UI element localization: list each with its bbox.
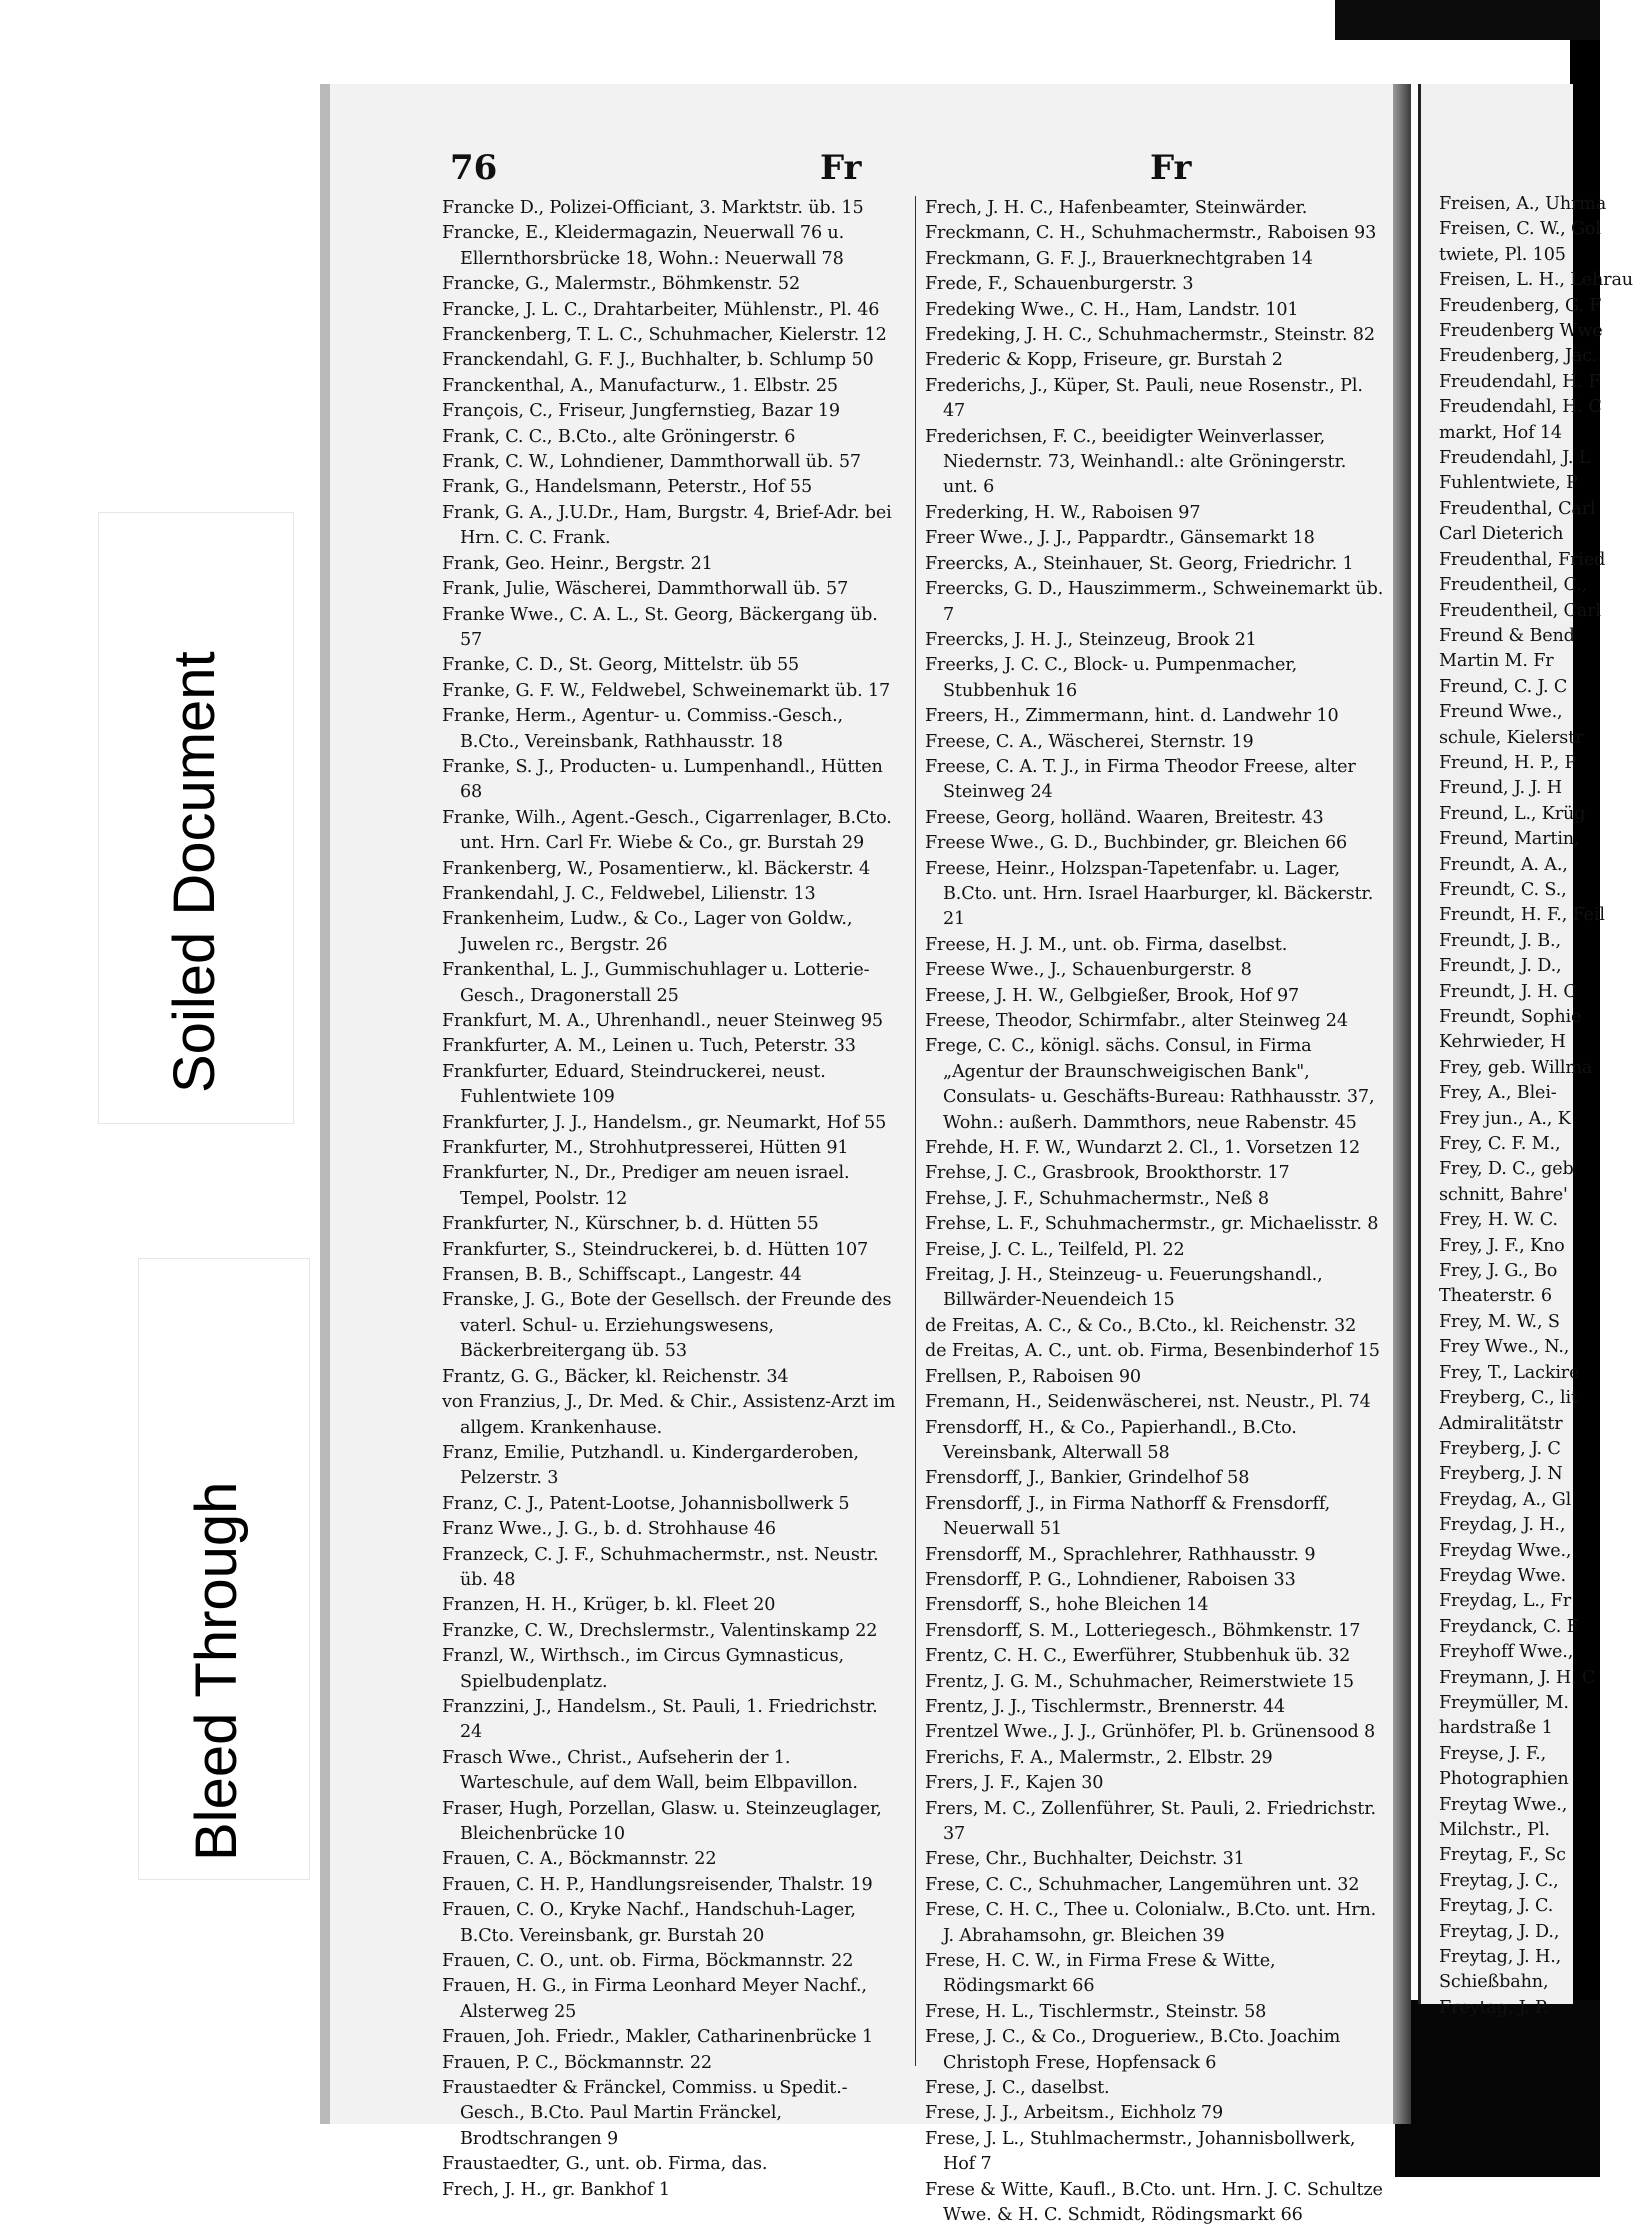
directory-entry: Frauen, P. C., Böckmannstr. 22 — [442, 2052, 712, 2073]
directory-entry: Frauen, C. A., Böckmannstr. 22 — [442, 1849, 717, 1870]
directory-entry: Freydag Wwe. — [1439, 1565, 1566, 1586]
directory-entry: Frankfurter, A. M., Leinen u. Tuch, Peterstr. 33 — [442, 1036, 856, 1057]
soiled-document-label — [98, 512, 294, 1124]
directory-entry: Freercks, A., Steinhauer, St. Georg, Friedrichr. 1 — [925, 553, 1354, 574]
directory-entry: de Freitas, A. C., & Co., B.Cto., kl. Reichenstr. 32 — [925, 1315, 1357, 1336]
directory-entry: Freese, Heinr., Holzspan-Tapetenfabr. u. Lager, B.Cto. unt. Hrn. Israel Haarburger, kl. Bäckerstr. 21 — [925, 858, 1374, 930]
directory-entry: Frensdorff, M., Sprachlehrer, Rathhausstr. 9 — [925, 1544, 1316, 1565]
directory-entry: Freer Wwe., J. J., Pappardtr., Gänsemarkt 18 — [925, 528, 1315, 549]
scan-background-strip — [1335, 0, 1600, 40]
directory-entry: Frankenthal, L. J., Gummischuhlager u. Lotterie-Gesch., Dragonerstall 25 — [442, 960, 870, 1006]
directory-entry: Freisen, L. H., Lehrau — [1439, 270, 1633, 291]
directory-entry: Freckmann, C. H., Schuhmachermstr., Raboisen 93 — [925, 223, 1377, 244]
directory-entry: Frey, J. F., Kno — [1439, 1235, 1565, 1256]
directory-entry: Franz, C. J., Patent-Lootse, Johannisbollwerk 5 — [442, 1493, 850, 1514]
left-running-head: Fr — [820, 148, 862, 188]
directory-entry: Frey, J. G., Bo — [1439, 1261, 1558, 1282]
next-page-column — [1439, 192, 1639, 2021]
directory-entry: Frech, J. H. C., Hafenbeamter, Steinwärder. — [925, 198, 1308, 218]
directory-entry: Franzeck, C. J. F., Schuhmachermstr., nst. Neustr. üb. 48 — [442, 1544, 879, 1590]
directory-entry: Frantz, G. G., Bäcker, kl. Reichenstr. 34 — [442, 1366, 789, 1387]
directory-entry: Frank, C. W., Lohndiener, Dammthorwall üb. 57 — [442, 452, 861, 473]
directory-entry: Franke, Herm., Agentur- u. Commiss.-Gesch., B.Cto., Vereinsbank, Rathhausstr. 18 — [442, 706, 843, 752]
directory-entry: Freckmann, G. F. J., Brauerknechtgraben 14 — [925, 248, 1313, 269]
directory-entry: Freese, H. J. M., unt. ob. Firma, daselbst. — [925, 934, 1288, 955]
directory-entry: Frese, H. C. W., in Firma Frese & Witte, Rödingsmarkt 66 — [925, 1951, 1276, 1997]
directory-entry: Freytag, J. P. — [1439, 1997, 1549, 2018]
directory-entry: Freercks, G. D., Hauszimmerm., Schweinemarkt üb. 7 — [925, 579, 1384, 625]
directory-entry: Franke, G. F. W., Feldwebel, Schweinemarkt üb. 17 — [442, 680, 891, 701]
directory-entry: Francke, E., Kleidermagazin, Neuerwall 76 u. Ellernthorsbrücke 18, Wohn.: Neuerwall 78 — [442, 223, 845, 269]
directory-entry: Frey, C. F. M., — [1439, 1134, 1561, 1155]
directory-entry: Franke, Wilh., Agent.-Gesch., Cigarrenlager, B.Cto. unt. Hrn. Carl Fr. Wiebe & Co., gr. Burstah 29 — [442, 807, 892, 854]
directory-entry: Frankenheim, Ludw., & Co., Lager von Goldw., Juwelen rc., Bergstr. 26 — [442, 909, 853, 955]
directory-entry: Milchstr., Pl. — [1439, 1820, 1550, 1840]
directory-entry: Freercks, J. H. J., Steinzeug, Brook 21 — [925, 629, 1257, 650]
directory-entry: Frensdorff, J., in Firma Nathorff & Frensdorff, Neuerwall 51 — [925, 1493, 1331, 1540]
directory-entry: Frech, J. H., gr. Bankhof 1 — [442, 2179, 670, 2200]
directory-entry: Frankfurter, N., Dr., Prediger am neuen israel. Tempel, Poolstr. 12 — [442, 1163, 850, 1209]
directory-entry: Freudendahl, H. C — [1439, 397, 1602, 418]
directory-entry: Fremann, H., Seidenwäscherei, nst. Neustr., Pl. 74 — [925, 1392, 1371, 1413]
page-header — [330, 148, 1393, 188]
page-number: 76 — [450, 148, 498, 188]
bleed-through-label — [138, 1258, 310, 1880]
directory-entry: Francke D., Polizei-Officiant, 3. Marktstr. üb. 15 — [442, 198, 864, 218]
directory-entry: Frankenberg, W., Posamentierw., kl. Bäckerstr. 4 — [442, 858, 871, 879]
directory-entry: Frese, J. C., & Co., Drogueriew., B.Cto. Joachim Christoph Frese, Hopfensack 6 — [925, 2027, 1341, 2073]
soiled-document-text: Soiled Document — [162, 651, 227, 1093]
directory-entry: Freisen, A., Uhrma — [1439, 194, 1607, 214]
directory-entry: Freund, L., Krüg — [1439, 803, 1586, 824]
directory-entry: Franke, S. J., Producten- u. Lumpenhandl., Hütten 68 — [442, 756, 883, 803]
directory-entry: von Franzius, J., Dr. Med. & Chir., Assistenz-Arzt im allgem. Krankenhause. — [442, 1392, 896, 1438]
directory-entry: Freytag, J. H., — [1439, 1947, 1562, 1968]
directory-entry: Freudendahl, H. F — [1439, 371, 1601, 392]
directory-entry: Frey, geb. Willma — [1439, 1057, 1593, 1078]
directory-entry: Frensdorff, S. M., Lotteriegesch., Böhmkenstr. 17 — [925, 1620, 1361, 1641]
directory-entry: Franckendahl, G. F. J., Buchhalter, b. Schlump 50 — [442, 350, 874, 371]
directory-entry: Frensdorff, P. G., Lohndiener, Raboisen 33 — [925, 1569, 1296, 1590]
directory-entry: Freytag, J. D., — [1439, 1921, 1560, 1942]
directory-entry: Franzzini, J., Handelsm., St. Pauli, 1. Friedrichstr. 24 — [442, 1696, 878, 1743]
directory-entry: Freudenberg, Jac. — [1439, 346, 1598, 367]
directory-entry: Freese Wwe., G. D., Buchbinder, gr. Bleichen 66 — [925, 833, 1348, 854]
directory-entry: Frank, Geo. Heinr., Bergstr. 21 — [442, 553, 713, 574]
next-page-fragment — [1418, 84, 1633, 2018]
directory-entry: Freund, J. J. H — [1439, 778, 1562, 799]
directory-entry: Franzl, W., Wirthsch., im Circus Gymnasticus, Spielbudenplatz. — [442, 1646, 844, 1692]
directory-entry: Freerks, J. C. C., Block- u. Pumpenmacher, Stubbenhuk 16 — [925, 655, 1298, 701]
directory-entry: Frankfurter, Eduard, Steindruckerei, neust. Fuhlentwiete 109 — [442, 1061, 826, 1108]
directory-entry: Freudenberg Wwe — [1439, 321, 1603, 342]
directory-entry: Frehde, H. F. W., Wundarzt 2. Cl., 1. Vorsetzen 12 — [925, 1138, 1361, 1159]
directory-entry: Fredeking Wwe., C. H., Ham, Landstr. 101 — [925, 299, 1299, 320]
directory-entry: Frankfurter, S., Steindruckerei, b. d. Hütten 107 — [442, 1239, 869, 1260]
directory-entry: Frank, G., Handelsmann, Peterstr., Hof 55 — [442, 477, 812, 498]
column-divider — [915, 196, 916, 2066]
directory-entry: Frasch Wwe., Christ., Aufseherin der 1. Warteschule, auf dem Wall, beim Elbpavillon. — [442, 1747, 858, 1794]
directory-entry: Frey jun., A., K — [1439, 1108, 1571, 1129]
directory-entry: Freydag, J. H., — [1439, 1515, 1566, 1536]
directory-entry: Freydag, A., Gl — [1439, 1489, 1572, 1510]
directory-entry: Frese, J. L., Stuhlmachermstr., Johannisbollwerk, Hof 7 — [925, 2128, 1356, 2175]
directory-entry: Freese, Georg, holländ. Waaren, Breitestr. 43 — [925, 807, 1324, 828]
directory-entry: Frederichsen, F. C., beeidigter Weinverlasser, Niedernstr. 73, Weinhandl.: alte Gröningerstr. unt. 6 — [925, 426, 1347, 498]
directory-entry: Freisen, C. W., Gol — [1439, 219, 1601, 240]
directory-entry: Freers, H., Zimmermann, hint. d. Landwehr 10 — [925, 706, 1339, 727]
directory-entry: Frehse, J. C., Grasbrook, Brookthorstr. 17 — [925, 1163, 1290, 1184]
directory-entry: Frey, D. C., geb — [1439, 1159, 1574, 1180]
directory-entry: Freund, Martin, — [1439, 829, 1580, 850]
directory-entry: Frese & Witte, Kaufl., B.Cto. unt. Hrn. J. C. Schultze Wwe. & H. C. Schmidt, Rödingsmarkt 66 — [925, 2179, 1383, 2226]
directory-entry: Frank, Julie, Wäscherei, Dammthorwall üb. 57 — [442, 579, 849, 600]
directory-entry: Admiralitätstr — [1439, 1413, 1563, 1434]
directory-entry: Theaterstr. 6 — [1439, 1286, 1552, 1307]
directory-entry: Freymann, J. H. C — [1439, 1667, 1596, 1688]
directory-entry: François, C., Friseur, Jungfernstieg, Bazar 19 — [442, 401, 840, 422]
directory-entry: schnitt, Bahre' — [1439, 1184, 1568, 1205]
directory-entry: Frentzel Wwe., J. J., Grünhöfer, Pl. b. Grünensood 8 — [925, 1722, 1376, 1743]
directory-entry: Freese, C. A. T. J., in Firma Theodor Freese, alter Steinweg 24 — [925, 756, 1356, 803]
directory-entry: Frey, A., Blei- — [1439, 1083, 1557, 1104]
directory-entry: Fuhlentwiete, P — [1439, 473, 1578, 494]
directory-entry: Freyhoff Wwe., — [1439, 1642, 1574, 1663]
directory-entry: Frellsen, P., Raboisen 90 — [925, 1366, 1141, 1387]
directory-entry: Frese, C. H. C., Thee u. Colonialw., B.Cto. unt. Hrn. J. Abrahamsohn, gr. Bleichen 39 — [925, 1900, 1377, 1946]
directory-entry: Frensdorff, S., hohe Bleichen 14 — [925, 1595, 1209, 1616]
directory-entry: Franckenthal, A., Manufacturw., 1. Elbstr. 25 — [442, 375, 838, 396]
directory-entry: Frey, T., Lackire — [1439, 1362, 1580, 1383]
directory-entry: Freudendahl, J. L — [1439, 448, 1591, 469]
directory-entry: Freudenthal, Carl — [1439, 498, 1596, 519]
directory-entry: Frauen, C. O., unt. ob. Firma, Böckmannstr. 22 — [442, 1951, 854, 1972]
directory-entry: Frey, M. W., S — [1439, 1311, 1560, 1332]
directory-entry: de Freitas, A. C., unt. ob. Firma, Besenbinderhof 15 — [925, 1341, 1380, 1362]
directory-entry: Frese, H. L., Tischlermstr., Steinstr. 58 — [925, 2001, 1267, 2022]
directory-entry: Frauen, Joh. Friedr., Makler, Catharinenbrücke 1 — [442, 2027, 874, 2048]
directory-page — [320, 84, 1393, 2226]
directory-entry: Frankfurter, N., Kürschner, b. d. Hütten 55 — [442, 1214, 819, 1235]
directory-entry: Freytag Wwe., — [1439, 1794, 1568, 1815]
right-column — [925, 196, 1385, 2229]
directory-entry: Frankendahl, J. C., Feldwebel, Lilienstr. 13 — [442, 883, 816, 904]
directory-entry: Frentz, J. G. M., Schuhmacher, Reimerstwiete 15 — [925, 1671, 1354, 1692]
directory-entry: Fraustaedter & Fränckel, Commiss. u Spedit.-Gesch., B.Cto. Paul Martin Fränckel, Brodtschrangen 9 — [442, 2078, 848, 2149]
directory-entry: Frank, G. A., J.U.Dr., Ham, Burgstr. 4, Brief-Adr. bei Hrn. C. C. Frank. — [442, 502, 892, 549]
directory-entry: Freyberg, C., lit — [1439, 1388, 1578, 1409]
directory-entry: Freydanck, C. F — [1439, 1616, 1579, 1637]
directory-entry: Freund, C. J. C — [1439, 676, 1568, 697]
directory-entry: Frerichs, F. A., Malermstr., 2. Elbstr. 29 — [925, 1747, 1273, 1768]
directory-entry: Freundt, C. S., — [1439, 879, 1567, 900]
directory-entry: Frauen, C. H. P., Handlungsreisender, Thalstr. 19 — [442, 1874, 873, 1895]
directory-entry: Franz, Emilie, Putzhandl. u. Kindergarderoben, Pelzerstr. 3 — [442, 1442, 859, 1489]
directory-entry: Fredeking, J. H. C., Schuhmachermstr., Steinstr. 82 — [925, 325, 1375, 346]
directory-entry: Freytag, F., Sc — [1439, 1845, 1566, 1866]
directory-entry: Freundt, H. F., Feil — [1439, 905, 1605, 926]
directory-entry: Frese, J. C., daselbst. — [925, 2078, 1110, 2099]
directory-entry: Frankfurter, M., Strohhutpresserei, Hütten 91 — [442, 1138, 849, 1159]
directory-entry: Freund, H. P., P — [1439, 752, 1577, 773]
directory-entry: Freese, J. H. W., Gelbgießer, Brook, Hof 97 — [925, 985, 1300, 1006]
directory-entry: Fraustaedter, G., unt. ob. Firma, das. — [442, 2154, 768, 2175]
directory-entry: Frankfurt, M. A., Uhrenhandl., neuer Steinweg 95 — [442, 1011, 883, 1031]
directory-entry: Franckenberg, T. L. C., Schuhmacher, Kielerstr. 12 — [442, 325, 887, 346]
right-running-head: Fr — [1150, 148, 1192, 188]
directory-entry: Freund Wwe., — [1439, 702, 1563, 723]
directory-entry: Frede, F., Schauenburgerstr. 3 — [925, 274, 1194, 295]
directory-entry: Frese, Chr., Buchhalter, Deichstr. 31 — [925, 1849, 1245, 1870]
directory-entry: Franke, C. D., St. Georg, Mittelstr. üb 55 — [442, 655, 800, 676]
directory-entry: markt, Hof 14 — [1439, 422, 1562, 443]
directory-entry: Freudenthal, Fried — [1439, 549, 1606, 570]
directory-entry: Freydag Wwe., — [1439, 1540, 1572, 1561]
directory-entry: Freyberg, J. N — [1439, 1464, 1563, 1485]
directory-entry: Freudenberg, G. F — [1439, 295, 1602, 316]
directory-entry: Frers, J. F., Kajen 30 — [925, 1773, 1104, 1794]
directory-entry: Freyse, J. F., — [1439, 1743, 1547, 1764]
directory-entry: Frederichs, J., Küper, St. Pauli, neue Rosenstr., Pl. 47 — [925, 375, 1363, 422]
directory-entry: Schießbahn, — [1439, 1972, 1549, 1993]
directory-entry: schule, Kielerstr — [1439, 727, 1584, 748]
directory-entry: Frederic & Kopp, Friseure, gr. Burstah 2 — [925, 350, 1283, 371]
directory-entry: Francke, J. L. C., Drahtarbeiter, Mühlenstr., Pl. 46 — [442, 299, 880, 320]
directory-entry: Fraser, Hugh, Porzellan, Glasw. u. Steinzeuglager, Bleichenbrücke 10 — [442, 1798, 882, 1844]
directory-entry: Franzke, C. W., Drechslermstr., Valentinskamp 22 — [442, 1620, 878, 1641]
directory-entry: Frese, C. C., Schuhmacher, Langemühren unt. 32 — [925, 1874, 1360, 1895]
directory-entry: Frauen, C. O., Kryke Nachf., Handschuh-Lager, B.Cto. Vereinsbank, gr. Burstah 20 — [442, 1900, 856, 1946]
directory-entry: hardstraße 1 — [1439, 1718, 1553, 1739]
directory-entry: Frederking, H. W., Raboisen 97 — [925, 502, 1201, 523]
scan-bottom-shadow — [1395, 2000, 1600, 2177]
directory-entry: Freudentheil, Carl — [1439, 600, 1601, 621]
directory-entry: Freitag, J. H., Steinzeug- u. Feuerungshandl., Billwärder-Neuendeich 15 — [925, 1265, 1323, 1311]
directory-entry: Frankfurter, J. J., Handelsm., gr. Neumarkt, Hof 55 — [442, 1112, 887, 1133]
directory-entry: Frensdorff, J., Bankier, Grindelhof 58 — [925, 1468, 1250, 1489]
directory-entry: Frey, H. W. C. — [1439, 1210, 1558, 1231]
directory-entry: Freise, J. C. L., Teilfeld, Pl. 22 — [925, 1239, 1185, 1260]
directory-entry: Freytag, J. C. — [1439, 1896, 1554, 1917]
directory-entry: Freytag, J. C., — [1439, 1870, 1559, 1891]
directory-entry: Frehse, L. F., Schuhmachermstr., gr. Michaelisstr. 8 — [925, 1214, 1379, 1235]
directory-entry: Franske, J. G., Bote der Gesellsch. der Freunde des vaterl. Schul- u. Erziehungswesens, Bäckerbreitergang üb. 53 — [442, 1290, 892, 1362]
directory-entry: Frank, C. C., B.Cto., alte Gröningerstr. 6 — [442, 426, 796, 447]
directory-entry: Franz Wwe., J. G., b. d. Strohhause 46 — [442, 1519, 776, 1540]
directory-entry: Freundt, A. A., — [1439, 854, 1568, 875]
directory-entry: Frehse, J. F., Schuhmachermstr., Neß 8 — [925, 1188, 1269, 1209]
directory-entry: Freudentheil, C., — [1439, 575, 1588, 596]
directory-entry: Freundt, J. H. C — [1439, 981, 1577, 1002]
directory-entry: Frauen, H. G., in Firma Leonhard Meyer Nachf., Alsterweg 25 — [442, 1976, 867, 2022]
directory-entry: Frensdorff, H., & Co., Papierhandl., B.Cto. Vereinsbank, Alterwall 58 — [925, 1417, 1297, 1463]
directory-entry: Franzen, H. H., Krüger, b. kl. Fleet 20 — [442, 1595, 776, 1616]
directory-entry: Freese, C. A., Wäscherei, Sternstr. 19 — [925, 731, 1254, 752]
directory-entry: Frers, M. C., Zollenführer, St. Pauli, 2. Friedrichstr. 37 — [925, 1798, 1376, 1844]
bleed-through-text: Bleed Through — [184, 1481, 249, 1861]
directory-entry: Freydag, L., Fr — [1439, 1591, 1571, 1612]
directory-entry: Frentz, J. J., Tischlermstr., Brennerstr. 44 — [925, 1696, 1286, 1717]
directory-entry: Kehrwieder, H — [1439, 1032, 1566, 1053]
directory-entry: Freundt, J. B., — [1439, 930, 1561, 951]
directory-entry: Franke Wwe., C. A. L., St. Georg, Bäckergang üb. 57 — [442, 604, 878, 650]
directory-entry: Frentz, C. H. C., Ewerführer, Stubbenhuk üb. 32 — [925, 1646, 1351, 1667]
directory-entry: Fransen, B. B., Schiffscapt., Langestr. 44 — [442, 1265, 802, 1286]
directory-entry: Frey Wwe., N., — [1439, 1337, 1570, 1358]
directory-entry: Freyberg, J. C — [1439, 1438, 1561, 1459]
directory-entry: Freundt, J. D., — [1439, 956, 1562, 977]
directory-entry: Freund & Bend — [1439, 625, 1575, 646]
directory-entry: Frese, J. J., Arbeitsm., Eichholz 79 — [925, 2103, 1224, 2124]
directory-entry: Francke, G., Malermstr., Böhmkenstr. 52 — [442, 274, 800, 295]
left-column — [442, 196, 902, 2203]
directory-entry: Freese Wwe., J., Schauenburgerstr. 8 — [925, 960, 1252, 981]
directory-entry: Photographien — [1439, 1769, 1569, 1790]
directory-entry: Freundt, Sophie — [1439, 1007, 1582, 1027]
directory-entry: Freese, Theodor, Schirmfabr., alter Steinweg 24 — [925, 1011, 1348, 1031]
directory-entry: Freymüller, M. — [1439, 1692, 1569, 1713]
directory-entry: Carl Dieterich — [1439, 524, 1564, 545]
directory-entry: Martin M. Fr — [1439, 651, 1554, 672]
directory-entry: Frege, C. C., königl. sächs. Consul, in Firma „Agentur der Braunschweigischen Bank", Consulats- u. Geschäfts-Bureau: Rathhausstr. 37, Wohn.: außerh. Dammthors, neue Rabenstr. 45 — [925, 1036, 1375, 1133]
directory-entry: twiete, Pl. 105 — [1439, 244, 1566, 265]
